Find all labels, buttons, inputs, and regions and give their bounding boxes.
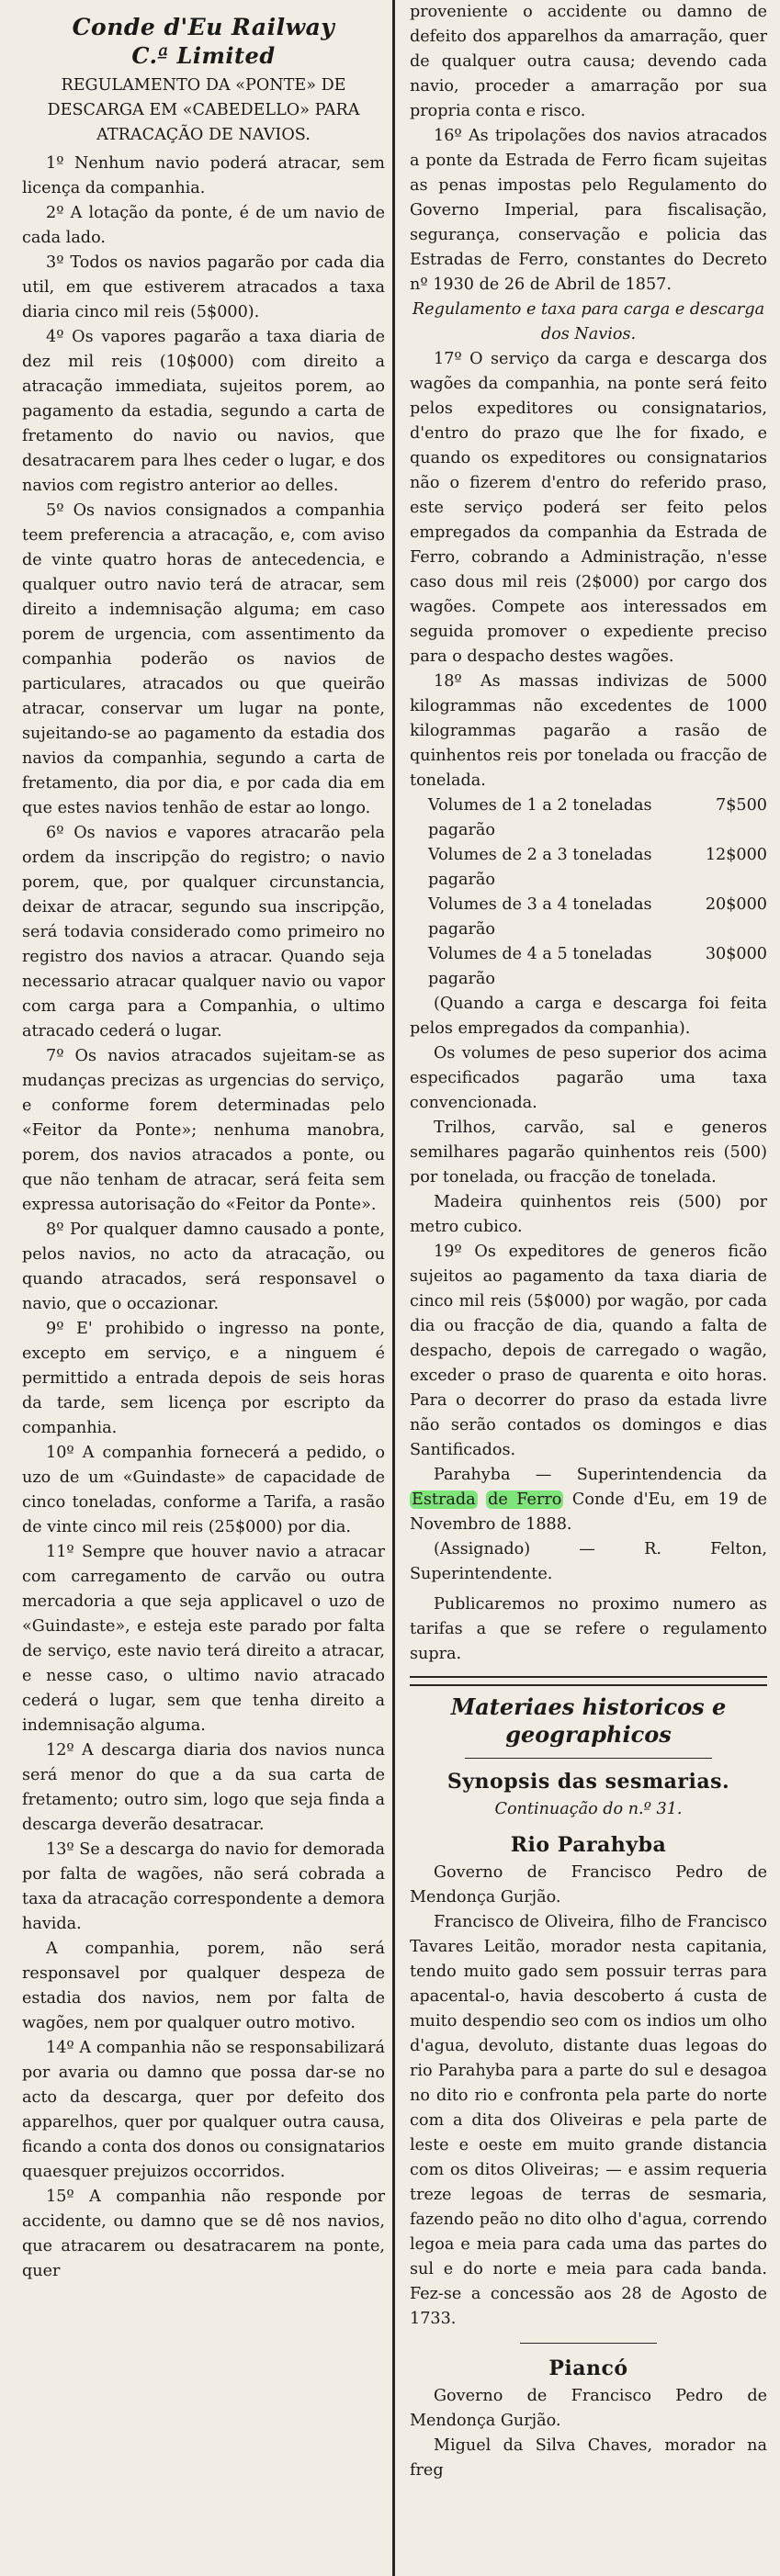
section-underline	[465, 1758, 712, 1759]
volume-label: Volumes de 2 a 3 toneladas pagarão	[428, 846, 652, 889]
volume-label: Volumes de 1 a 2 toneladas pagarão	[428, 796, 652, 839]
regulation-articles	[22, 152, 385, 2284]
regulation-paragraph: 4º Os vapores pagarão a taxa diaria de dez mil reis (10$000) com direito a atracação immediata, sujeitos porem, ao pagamento da estadia, segundo a carta de fretamento do navio ou navios, que desatracarem para lhes ceder o lugar, e dos navios com registro anterior ao delles.	[22, 328, 385, 495]
regulation-paragraph: 1º Nenhum navio poderá atracar, sem licença da companhia.	[22, 154, 385, 197]
regulation-heading: REGULAMENTO DA «PONTE» DE DESCARGA EM «CABEDELLO» PARA ATRACAÇÃO DE NAVIOS.	[47, 76, 360, 144]
regulation-paragraph: 12º A descarga diaria dos navios nunca será menor do que a da sua carta de fretamento; outro sim, logo que seja finda a descarga deverão desatracar.	[22, 1741, 385, 1834]
volume-row	[428, 942, 767, 992]
regulation-paragraph: 9º E' prohibido o ingresso na ponte, excepto em serviço, e a ninguem é permittido a entrada depois de seis horas da tarde, sem licença por escripto da companhia.	[22, 1320, 385, 1437]
synopsis-title: Synopsis das sesmarias.	[447, 1770, 730, 1794]
volume-value: 20$000	[705, 895, 767, 914]
regulation-paragraph: 14º A companhia não se responsabilizará por avaria ou damno que possa dar-se no acto da descarga, quer por defeito dos apparelhos, quer por qualquer outra causa, ficando a conta dos donos ou consignatarios quaesquer prejuizos occorridos.	[22, 2039, 385, 2181]
right-column	[395, 0, 780, 2576]
highlight-de-ferro: de Ferro	[488, 1490, 562, 1509]
article-18: 18º As massas indivizas de 5000 kilogrammas não excedentes de 1000 kilogrammas pagarão a rasão de quinhentos reis por tonelada ou fracção de tonelada.	[410, 672, 767, 790]
regulation-paragraph: 13º Se a descarga do navio for demorada por falta de wagões, não será cobrada a taxa da atracação correspondente a demora havida.	[22, 1840, 385, 1933]
volume-row	[428, 893, 767, 942]
pianco-rule	[520, 2343, 657, 2344]
sesmaria-entry: Francisco de Oliveira, filho de Francisco Tavares Leitão, morador nesta capitania, tendo muito gado sem possuir terras para apacental-o, havia descoberto á custa de muito despendio seo com os indios um olho d'agua, devoluto, distante duas legoas do rio Parahyba para a parte do sul e desagoa no dito rio e confronta pela parte do norte com a dita dos Oliveiras e pela parte de leste e oeste em muito grande distancia com os ditos Oliveiras; — e assim requeria treze legoas de terras de sesmaria, fazendo peão no dito olho d'agua, correndo legoa e meia para cada uma das partes do sul e do norte e meia para cada banda. Fez-se a concessão aos 28 de Agosto de 1733.	[410, 1913, 767, 2328]
regulation-paragraph: 11º Sempre que houver navio a atracar com carregamento de carvão ou outra mercadoria a que seja applicavel o uzo de «Guindaste», e esteja este parado por falta de serviço, este navio terá direito a atracar, e nesse caso, o ultimo navio atracado cederá o lugar, sem que tenha direito a indemnisação alguma.	[22, 1543, 385, 1735]
regulation-paragraph: 2º A lotação da ponte, é de um navio de cada lado.	[22, 204, 385, 247]
railway-title: Conde d'Eu Railway	[72, 14, 335, 40]
volumes-note: Os volumes de peso superior dos acima especificados pagarão uma taxa convencionada.	[410, 1044, 767, 1112]
continuation-note: Continuação do n.º 31.	[494, 1800, 683, 1818]
railway-subtitle: C.ª Limited	[131, 42, 276, 69]
article-16: 16º As tripolações dos navios atracados a ponte da Estrada de Ferro ficam sujeitas as penas impostas pelo Regulamento do Governo Imperial, para fiscalisação, segurança, conservação e policia das Estradas de Ferro, constantes do Decreto nº 1930 de 26 de Abril de 1857.	[410, 127, 767, 294]
volume-row	[428, 793, 767, 843]
signature-place-date	[410, 1463, 767, 1537]
regulation-paragraph: A companhia, porem, não será responsavel por qualquer despeza de estadia dos navios, nem por falta de wagões, nem por qualquer outro motivo.	[22, 1940, 385, 2032]
signature-prefix: Parahyba — Superintendencia da	[434, 1466, 767, 1484]
publish-notice: Publicaremos no proximo numero as tarifas a que se refere o regulamento supra.	[410, 1595, 767, 1663]
volume-label: Volumes de 3 a 4 toneladas pagarão	[428, 895, 652, 939]
volume-value: 7$500	[716, 796, 767, 815]
miguel-entry: Miguel da Silva Chaves, morador na freg	[410, 2436, 767, 2480]
regulation-paragraph: 15º A companhia não responde por accidente, ou damno que se dê nos navios, que atracarem ou desatracarem na ponte, quer	[22, 2188, 385, 2280]
article-continuation: proveniente o accidente ou damno de defeito dos apparelhos da amarração, quer de qualquer outra causa; devendo cada navio, proceder a amarração por sua propria conta e risco.	[410, 3, 767, 120]
rio-parahyba-title: Rio Parahyba	[510, 1833, 667, 1857]
governor-1: Governo de Francisco Pedro de Mendonça Gurjão.	[410, 1863, 767, 1907]
volume-label: Volumes de 4 a 5 toneladas pagarão	[428, 945, 652, 988]
regulation-paragraph: 3º Todos os navios pagarão por cada dia util, em que estiverem atracados a taxa diaria cinco mil reis (5$000).	[22, 253, 385, 321]
signature-suffix: Conde d'Eu, em 19 de Novembro de 1888.	[410, 1490, 768, 1534]
regulation-paragraph: 6º Os navios e vapores atracarão pela ordem da inscripção do registro; o navio porem, que, por qualquer circunstancia, deixar de atracar, segundo sua inscripção, será todavia considerado como primeiro no registro dos navios a atracar. Quando seja necessario atracar qualquer navio ou vapor com carga para a Companhia, o ultimo atracado cederá o lugar.	[22, 824, 385, 1041]
trilhos-note: Trilhos, carvão, sal e generos semilhares pagarão quinhentos reis (500) por tonelada, ou fracção de tonelada.	[410, 1119, 767, 1187]
volume-value: 30$000	[705, 945, 767, 963]
regulation-paragraph: 10º A companhia fornecerá a pedido, o uzo de um «Guindaste» de capacidade de cinco toneladas, conforme a Tarifa, a rasão de vinte cinco mil reis (25$000) por dia.	[22, 1444, 385, 1536]
regulation-paragraph: 8º Por qualquer damno causado a ponte, pelos navios, no acto da atracação, ou quando atracados, será responsavel o navio, que o occazionar.	[22, 1221, 385, 1313]
article-19: 19º Os expeditores de generos ficão sujeitos ao pagamento da taxa diaria de cinco mil reis (5$000) por wagão, por cada dia ou fracção de dia, quando a falta de despacho, depois de carregado o wagão, exceder o praso de quarenta e oito horas. Para o decorrer do praso da estada livre não serão contados os domingos e dias Santificados.	[410, 1243, 767, 1459]
section-divider	[410, 1676, 767, 1686]
volume-value: 12$000	[705, 846, 767, 864]
tax-regulation-heading: Regulamento e taxa para carga e descarga dos Navios.	[412, 300, 765, 343]
madeira-note: Madeira quinhentos reis (500) por metro cubico.	[410, 1193, 767, 1236]
carga-note: (Quando a carga e descarga foi feita pelos empregados da companhia).	[410, 995, 767, 1038]
governor-2: Governo de Francisco Pedro de Mendonça Gurjão.	[410, 2387, 767, 2430]
volume-row	[428, 843, 767, 893]
pianco-title: Piancó	[548, 2357, 628, 2380]
volume-tariff-list	[410, 793, 767, 992]
article-17: 17º O serviço da carga e descarga dos wagões da companhia, na ponte será feito pelos expeditores ou consignatarios, d'entro do prazo que lhe for fixado, e quando os expeditores ou consignatarios não o fizerem d'entro do referido praso, este serviço poderá ser feito pelos empregados da companhia da Estrada de Ferro, cobrando a Administração, n'esse caso dous mil reis (2$000) por cargo dos wagões. Compete aos interessados em seguida promover o expediente preciso para o despacho destes wagões.	[410, 350, 767, 666]
highlight-estrada: Estrada	[412, 1490, 476, 1509]
section-title: Materiaes historicos e geographicos	[450, 1693, 727, 1748]
regulation-paragraph: 7º Os navios atracados sujeitam-se as mudanças precizas as urgencias do serviço, e conforme forem determinadas pelo «Feitor da Ponte»; nenhuma manobra, porem, dos navios atracados a ponte, ou que não tenham de atracar, será feita sem expressa autorisação do «Feitor da Ponte».	[22, 1047, 385, 1214]
signature-assigned: (Assignado) — R. Felton, Superintendente.	[410, 1540, 767, 1583]
regulation-paragraph: 5º Os navios consignados a companhia teem preferencia a atracação, e, com aviso de vinte quatro horas de antecedencia, e qualquer outro navio terá de atracar, sem direito a indemnisação alguma; em caso porem de urgencia, com assentimento da companhia poderão os navios de particulares, atracados ou que queirão atracar, conservar um lugar na ponte, sujeitando-se ao pagamento da estadia dos navios da companhia, segundo a carta de fretamento, dia por dia, e por cada dia em que estes navios tenhão de estar ao longo.	[22, 501, 385, 817]
